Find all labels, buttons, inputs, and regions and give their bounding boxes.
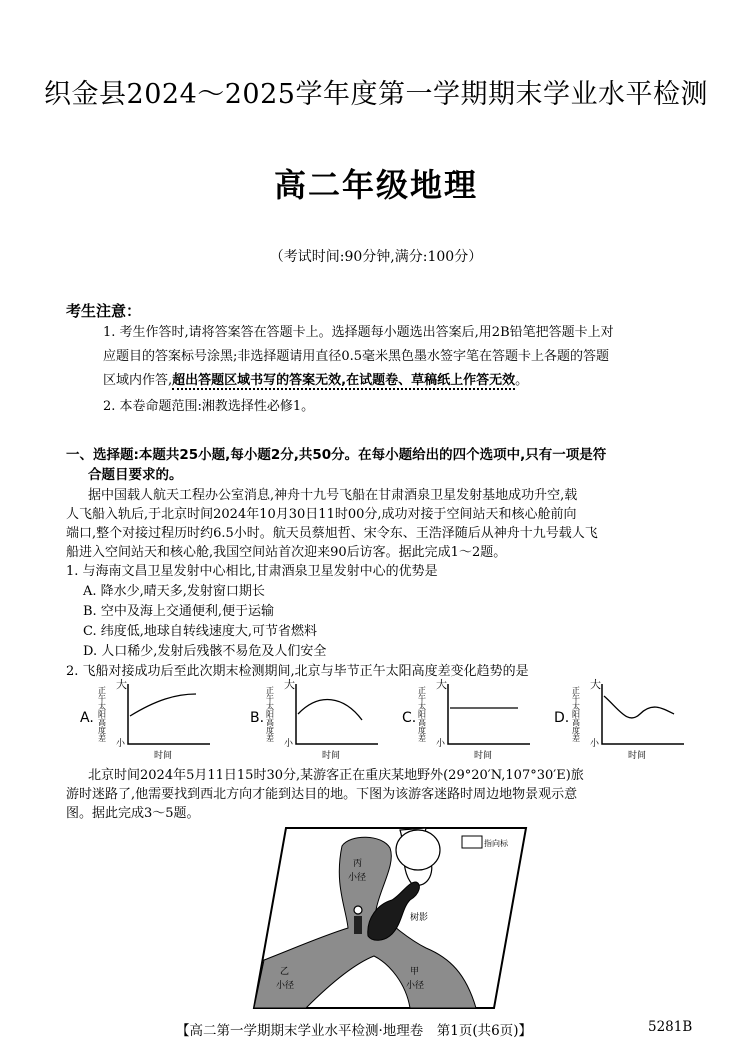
graph-d-xlabel: 时间 bbox=[628, 751, 647, 761]
notice-item1-line3 bbox=[103, 370, 703, 391]
graph-b bbox=[250, 678, 378, 761]
graph-b-ybig: 大 bbox=[284, 678, 295, 691]
notice-item1-end: 。 bbox=[515, 373, 529, 388]
q1-option-b: B. 空中及海上交通便利,便于运输 bbox=[83, 604, 274, 619]
passage2-line3: 图。据此完成3～5题。 bbox=[66, 806, 200, 821]
legend-box bbox=[462, 836, 482, 848]
label-jia-path: 小径 bbox=[406, 981, 425, 991]
exam-info: （考试时间:90分钟,满分:100分） bbox=[269, 249, 483, 265]
landscape-map bbox=[250, 824, 530, 1012]
q1-stem: 1. 与海南文昌卫星发射中心相比,甘肃酒泉卫星发射中心的优势是 bbox=[66, 564, 438, 579]
graph-b-label: B. bbox=[250, 710, 265, 726]
graph-d-ybig: 大 bbox=[590, 678, 601, 691]
label-yi: 乙 bbox=[280, 967, 290, 977]
person-body bbox=[354, 916, 362, 934]
q1-option-d: D. 人口稀少,发射后残骸不易危及人们安全 bbox=[83, 644, 327, 659]
passage1-line1: 据中国载人航天工程办公室消息,神舟十九号飞船在甘肃酒泉卫星发射基地成功升空,载 bbox=[88, 488, 578, 503]
section1-heading-line1: 一、选择题:本题共25小题,每小题2分,共50分。在每小题给出的四个选项中,只有一项是符 bbox=[66, 447, 607, 463]
graph-d-ylabel: 正午太阳高度差 bbox=[571, 686, 581, 742]
graph-c bbox=[402, 678, 530, 761]
graph-c-xlabel: 时间 bbox=[474, 751, 493, 761]
notice-item2: 2. 本卷命题范围:湘教选择性必修1。 bbox=[103, 399, 315, 414]
graph-b-curve bbox=[298, 700, 362, 720]
exam-title: 织金县2024～2025学年度第一学期期末学业水平检测 bbox=[44, 79, 708, 110]
graph-b-xlabel: 时间 bbox=[322, 751, 341, 761]
q2-stem: 2. 飞船对接成功后至此次期末检测期间,北京与毕节正午太阳高度差变化趋势的是 bbox=[66, 664, 529, 679]
graph-c-ybig: 大 bbox=[436, 678, 447, 691]
notice-item1-line1: 1. 考生作答时,请将答案答在答题卡上。选择题每小题选出答案后,用2B铅笔把答题卡上对 bbox=[103, 325, 614, 340]
passage2-line2: 游时迷路了,他需要找到西北方向才能到达目的地。下图为该游客迷路时周边地物景观示意 bbox=[66, 787, 578, 802]
notice-item1-line2: 应题目的答案标号涂黑;非选择题请用直径0.5毫米黑色墨水签字笔在答题卡上各题的答题 bbox=[103, 349, 610, 364]
legend-label: 指向标 bbox=[484, 839, 508, 848]
graph-c-ysmall: 小 bbox=[436, 739, 446, 749]
notice-title: 考生注意： bbox=[66, 302, 142, 320]
page-footer: 【高二第一学期期末学业水平检测·地理卷 第1页(共6页)】 bbox=[176, 1023, 533, 1039]
graph-a-ysmall: 小 bbox=[116, 739, 126, 749]
graph-b-axes bbox=[296, 684, 378, 744]
graph-a-ybig: 大 bbox=[116, 678, 127, 691]
graph-d-curve bbox=[604, 696, 674, 718]
graph-b-ylabel: 正午太阳高度差 bbox=[265, 686, 275, 742]
label-shadow: 树影 bbox=[410, 913, 429, 923]
graph-a-curve bbox=[130, 694, 196, 716]
graph-d-axes bbox=[602, 684, 684, 744]
label-jia: 甲 bbox=[410, 967, 420, 977]
graph-c-label: C. bbox=[402, 710, 417, 726]
graph-c-ylabel: 正午太阳高度差 bbox=[417, 686, 427, 742]
graph-c-axes bbox=[448, 684, 530, 744]
passage2-line1: 北京时间2024年5月11日15时30分,某游客正在重庆某地野外(29°20′N,107°30′E)旅 bbox=[88, 768, 584, 783]
graph-a-xlabel: 时间 bbox=[154, 751, 173, 761]
notice-item1-line3-start: 区域内作答, bbox=[103, 373, 173, 388]
graph-b-ysmall: 小 bbox=[284, 739, 294, 749]
label-yi-path: 小径 bbox=[276, 981, 295, 991]
passage1-line3: 端口,整个对接过程历时约6.5小时。航天员蔡旭哲、宋令东、王浩泽随后从神舟十九号载人飞 bbox=[66, 526, 598, 541]
label-bing-path: 小径 bbox=[348, 873, 367, 883]
graph-d bbox=[554, 678, 684, 761]
graph-a-ylabel: 正午太阳高度差 bbox=[97, 686, 107, 742]
q1-option-c: C. 纬度低,地球自转线速度大,可节省燃料 bbox=[83, 624, 318, 639]
tree-crown bbox=[396, 830, 440, 870]
passage1-line2: 人飞船入轨后,于北京时间2024年10月30日11时00分,成功对接于空间站天和核心舱前向 bbox=[66, 507, 577, 522]
graph-d-ysmall: 小 bbox=[590, 739, 600, 749]
q1-option-a: A. 降水少,晴天多,发射窗口期长 bbox=[83, 584, 265, 599]
graph-a bbox=[80, 678, 210, 761]
person-head bbox=[354, 906, 362, 914]
paper-code: 5281B bbox=[648, 1019, 693, 1035]
subject-title: 高二年级地理 bbox=[273, 166, 478, 204]
section1-heading bbox=[66, 445, 704, 485]
graph-a-axes bbox=[128, 684, 210, 744]
q2-graphs bbox=[66, 678, 726, 764]
notice-emphasis: 超出答题区域书写的答案无效,在试题卷、草稿纸上作答无效 bbox=[172, 373, 516, 388]
label-bing: 丙 bbox=[353, 859, 363, 869]
passage1-line4: 船进入空间站天和核心舱,我国空间站首次迎来90后访客。据此完成1～2题。 bbox=[66, 545, 507, 560]
section1-heading-line2: 合题目要求的。 bbox=[88, 467, 183, 483]
graph-d-label: D. bbox=[554, 710, 570, 726]
graph-a-label: A. bbox=[80, 710, 94, 726]
